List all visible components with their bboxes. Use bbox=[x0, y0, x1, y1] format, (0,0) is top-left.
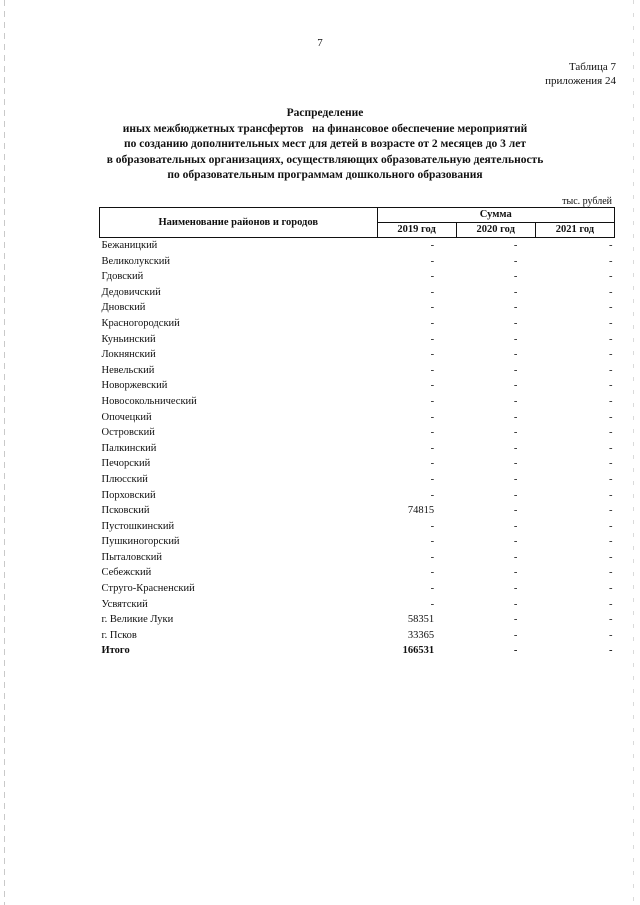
value-2019-cell: - bbox=[430, 333, 435, 345]
value-2019-cell: 74815 bbox=[407, 505, 435, 517]
table-row bbox=[100, 269, 615, 285]
value-2020-cell: - bbox=[513, 411, 518, 423]
table-row bbox=[100, 597, 615, 613]
table-row bbox=[100, 441, 615, 457]
value-2019-cell: - bbox=[430, 380, 435, 392]
value-2021-cell: - bbox=[609, 255, 613, 267]
table-row bbox=[100, 519, 615, 535]
value-2020-cell: - bbox=[513, 551, 518, 563]
value-2021-cell: - bbox=[609, 458, 613, 470]
value-2021-cell: - bbox=[609, 317, 613, 329]
value-2019-cell: - bbox=[430, 458, 435, 470]
value-2019-cell: - bbox=[430, 364, 435, 376]
value-2019-cell: 58351 bbox=[407, 614, 435, 626]
value-2019-cell: - bbox=[430, 395, 435, 407]
district-name-cell: Новоржевский bbox=[101, 380, 168, 392]
total-name-cell: Итого bbox=[101, 645, 130, 657]
header-2021: 2021 год bbox=[535, 223, 614, 238]
value-2021-cell: - bbox=[609, 614, 613, 626]
table-row bbox=[100, 581, 615, 597]
district-name-cell: Невельский bbox=[101, 364, 155, 376]
district-name-cell: Плюсский bbox=[101, 473, 148, 485]
value-2020-cell: - bbox=[513, 645, 518, 657]
value-2021-cell: - bbox=[609, 489, 613, 501]
value-2020-cell: - bbox=[513, 380, 518, 392]
value-2019-cell: 33365 bbox=[407, 629, 435, 641]
value-2021-cell: - bbox=[609, 645, 613, 657]
district-name-cell: Пушкиногорский bbox=[101, 536, 180, 548]
value-2021-cell: - bbox=[609, 473, 613, 485]
table-row bbox=[100, 534, 615, 550]
district-name-cell: Гдовский bbox=[101, 271, 144, 283]
value-2020-cell: - bbox=[513, 395, 518, 407]
title-line-1: Распределение bbox=[286, 107, 364, 119]
value-2021-cell: - bbox=[609, 427, 613, 439]
table-row bbox=[100, 316, 615, 332]
value-2020-cell: - bbox=[513, 536, 518, 548]
value-2020-cell: - bbox=[513, 427, 518, 439]
district-name-cell: Красногородский bbox=[101, 317, 180, 329]
value-2019-cell: - bbox=[430, 583, 435, 595]
value-2020-cell: - bbox=[513, 629, 518, 641]
district-name-cell: г. Великие Луки bbox=[101, 614, 174, 626]
value-2020-cell: - bbox=[513, 255, 518, 267]
table-row bbox=[100, 378, 615, 394]
table-row bbox=[100, 254, 615, 270]
value-2019-cell: - bbox=[430, 442, 435, 454]
district-name-cell: Порховский bbox=[101, 489, 156, 501]
title-line-5: по образовательным программам дошкольного образования bbox=[167, 169, 483, 181]
scan-edge-right bbox=[633, 0, 634, 905]
scan-edge-left bbox=[4, 0, 5, 905]
table-row bbox=[100, 488, 615, 504]
value-2021-cell: - bbox=[609, 551, 613, 563]
value-2021-cell: - bbox=[609, 536, 613, 548]
value-2021-cell: - bbox=[609, 598, 613, 610]
title-line-2: иных межбюджетных трансфертов на финансовое обеспечение мероприятий bbox=[122, 122, 528, 135]
value-2020-cell: - bbox=[513, 442, 518, 454]
value-2021-cell: - bbox=[609, 349, 613, 361]
title-line-4: в образовательных организациях, осуществляющих образовательную деятельность bbox=[106, 153, 544, 166]
table-row bbox=[100, 394, 615, 410]
value-2019-cell: - bbox=[430, 567, 435, 579]
value-2021-cell: - bbox=[609, 411, 613, 423]
value-2019-cell: - bbox=[430, 427, 435, 439]
units-label: тыс. рублей bbox=[562, 196, 612, 207]
value-2021-cell: - bbox=[609, 629, 613, 641]
value-2020-cell: - bbox=[513, 473, 518, 485]
value-2019-cell: - bbox=[430, 473, 435, 485]
value-2019-cell: - bbox=[430, 240, 435, 251]
value-2020-cell: - bbox=[513, 317, 518, 329]
value-2020-cell: - bbox=[513, 458, 518, 470]
value-2019-cell: - bbox=[430, 286, 435, 298]
value-2020-cell: - bbox=[513, 520, 518, 532]
table-row bbox=[100, 628, 615, 644]
value-2020-cell: - bbox=[513, 567, 518, 579]
district-name-cell: Себежский bbox=[101, 567, 152, 579]
table-reference bbox=[545, 60, 616, 88]
header-2020: 2020 год bbox=[456, 223, 535, 238]
value-2021-cell: - bbox=[609, 395, 613, 407]
table-row bbox=[100, 612, 615, 628]
value-2021-cell: - bbox=[609, 505, 613, 517]
district-name-cell: Куньинский bbox=[101, 333, 156, 345]
district-name-cell: Усвятский bbox=[101, 598, 148, 610]
value-2021-cell: - bbox=[609, 302, 613, 314]
value-2019-cell: - bbox=[430, 551, 435, 563]
value-2021-cell: - bbox=[609, 567, 613, 579]
value-2019-cell: 166531 bbox=[402, 645, 435, 657]
value-2020-cell: - bbox=[513, 598, 518, 610]
header-2019: 2019 год bbox=[377, 223, 456, 238]
table-row bbox=[100, 300, 615, 316]
district-name-cell: Локнянский bbox=[101, 349, 156, 361]
district-name-cell: Псковский bbox=[101, 505, 150, 517]
value-2020-cell: - bbox=[513, 271, 518, 283]
value-2021-cell: - bbox=[609, 520, 613, 532]
table-row bbox=[100, 347, 615, 363]
value-2020-cell: - bbox=[513, 505, 518, 517]
value-2019-cell: - bbox=[430, 302, 435, 314]
value-2019-cell: - bbox=[430, 598, 435, 610]
table-ref-line2: приложения 24 bbox=[545, 75, 616, 87]
document-title bbox=[60, 106, 590, 184]
total-row bbox=[100, 643, 615, 659]
district-name-cell: Пыталовский bbox=[101, 551, 162, 563]
value-2020-cell: - bbox=[513, 302, 518, 314]
value-2019-cell: - bbox=[430, 489, 435, 501]
district-name-cell: г. Псков bbox=[101, 629, 137, 641]
value-2021-cell: - bbox=[609, 442, 613, 454]
table-body bbox=[100, 238, 615, 660]
title-line-3: по созданию дополнительных мест для детей в возрасте от 2 месяцев до 3 лет bbox=[124, 138, 526, 150]
table-row bbox=[100, 456, 615, 472]
value-2021-cell: - bbox=[609, 271, 613, 283]
table-row bbox=[100, 238, 615, 254]
value-2020-cell: - bbox=[513, 364, 518, 376]
value-2020-cell: - bbox=[513, 614, 518, 626]
district-name-cell: Дновский bbox=[101, 302, 146, 314]
district-name-cell: Печорский bbox=[101, 458, 151, 470]
table-row bbox=[100, 363, 615, 379]
district-name-cell: Новосокольнический bbox=[101, 395, 197, 407]
value-2019-cell: - bbox=[430, 317, 435, 329]
district-name-cell: Великолукский bbox=[101, 255, 171, 267]
table-row bbox=[100, 472, 615, 488]
value-2019-cell: - bbox=[430, 271, 435, 283]
value-2021-cell: - bbox=[609, 583, 613, 595]
value-2021-cell: - bbox=[609, 364, 613, 376]
table-row bbox=[100, 285, 615, 301]
value-2019-cell: - bbox=[430, 411, 435, 423]
value-2020-cell: - bbox=[513, 333, 518, 345]
value-2021-cell: - bbox=[609, 286, 613, 298]
district-name-cell: Опочецкий bbox=[101, 411, 152, 423]
district-name-cell: Палкинский bbox=[101, 442, 157, 454]
table-row bbox=[100, 565, 615, 581]
district-name-cell: Бежаницкий bbox=[101, 240, 158, 251]
value-2020-cell: - bbox=[513, 489, 518, 501]
district-name-cell: Струго-Красненский bbox=[101, 583, 195, 595]
value-2021-cell: - bbox=[609, 380, 613, 392]
header-sum: Сумма bbox=[377, 208, 614, 223]
value-2019-cell: - bbox=[430, 255, 435, 267]
value-2020-cell: - bbox=[513, 240, 518, 251]
table-row bbox=[100, 550, 615, 566]
value-2019-cell: - bbox=[430, 349, 435, 361]
table-ref-line1: Таблица 7 bbox=[568, 61, 616, 73]
table-row bbox=[100, 503, 615, 519]
table-row bbox=[100, 425, 615, 441]
district-name-cell: Островский bbox=[101, 427, 155, 439]
table-row bbox=[100, 332, 615, 348]
value-2021-cell: - bbox=[609, 240, 613, 251]
value-2020-cell: - bbox=[513, 349, 518, 361]
value-2020-cell: - bbox=[513, 286, 518, 298]
allocation-table bbox=[99, 207, 615, 659]
table-row bbox=[100, 410, 615, 426]
value-2021-cell: - bbox=[609, 333, 613, 345]
district-name-cell: Дедовичский bbox=[101, 286, 161, 298]
value-2019-cell: - bbox=[430, 520, 435, 532]
page-number: 7 bbox=[317, 37, 323, 49]
header-name: Наименование районов и городов bbox=[100, 208, 378, 238]
value-2019-cell: - bbox=[430, 536, 435, 548]
value-2020-cell: - bbox=[513, 583, 518, 595]
district-name-cell: Пустошкинский bbox=[101, 520, 175, 532]
